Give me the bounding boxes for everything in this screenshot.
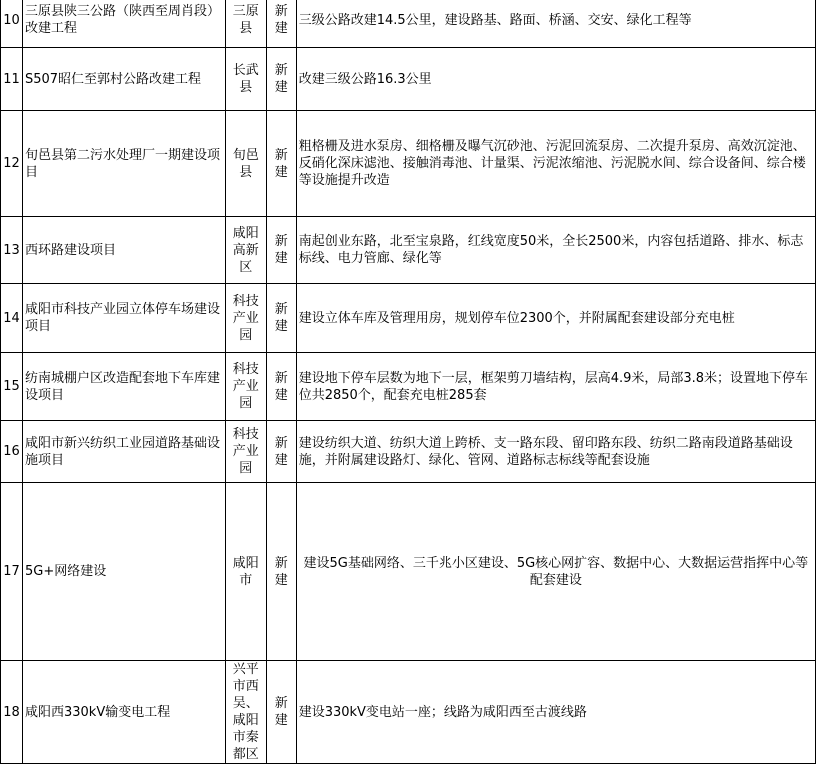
table-row	[1, 421, 816, 483]
table-row	[1, 217, 816, 284]
construction-type: 新建	[266, 483, 296, 661]
row-number: 17	[1, 483, 23, 661]
project-location: 咸阳高新区	[225, 217, 266, 284]
project-location: 咸阳市	[225, 483, 266, 661]
table-row	[1, 111, 816, 217]
construction-type: 新建	[266, 421, 296, 483]
project-location: 长武县	[225, 48, 266, 111]
row-number: 12	[1, 111, 23, 217]
construction-type: 新建	[266, 0, 296, 48]
project-name: 5G+网络建设	[22, 483, 225, 661]
project-name: S507昭仁至郭村公路改建工程	[22, 48, 225, 111]
project-name: 旬邑县第二污水处理厂一期建设项目	[22, 111, 225, 217]
construction-content: 粗格栅及进水泵房、细格栅及曝气沉砂池、污泥回流泵房、二次提升泵房、高效沉淀池、反硝化深床滤池、接触消毒池、计量渠、污泥浓缩池、污泥脱水间、综合设备间、综合楼等设施提升改造	[296, 111, 815, 217]
project-location: 旬邑县	[225, 111, 266, 217]
table-row	[1, 483, 816, 661]
table-row	[1, 353, 816, 421]
construction-content: 南起创业东路，北至宝泉路，红线宽度50米，全长2500米，内容包括道路、排水、标志标线、电力管廊、绿化等	[296, 217, 815, 284]
row-number: 15	[1, 353, 23, 421]
row-number: 16	[1, 421, 23, 483]
location-text: 兴平市西吴、咸阳市秦都区	[232, 662, 259, 762]
project-name: 三原县陕三公路（陕西至周肖段）改建工程	[22, 0, 225, 48]
row-number: 10	[1, 0, 23, 48]
row-number: 18	[1, 661, 23, 764]
construction-content: 建设330kV变电站一座；线路为咸阳西至古渡线路	[296, 661, 815, 764]
row-number: 11	[1, 48, 23, 111]
construction-content: 建设地下停车层数为地下一层，框架剪刀墙结构，层高4.9米，局部3.8米；设置地下停车位共2850个，配套充电桩285套	[296, 353, 815, 421]
project-location: 科技产业园	[225, 284, 266, 353]
project-location: 科技产业园	[225, 353, 266, 421]
table-row	[1, 661, 816, 764]
project-location: 三原县	[225, 0, 266, 48]
construction-content: 建设立体车库及管理用房，规划停车位2300个，并附属配套建设部分充电桩	[296, 284, 815, 353]
project-name: 咸阳西330kV输变电工程	[22, 661, 225, 764]
project-name: 纺南城棚户区改造配套地下车库建设项目	[22, 353, 225, 421]
construction-type: 新建	[266, 353, 296, 421]
table-row	[1, 0, 816, 48]
construction-content: 建设纺织大道、纺织大道上跨桥、支一路东段、留印路东段、纺织二路南段道路基础设施，并附属建设路灯、绿化、管网、道路标志标线等配套设施	[296, 421, 815, 483]
construction-type: 新建	[266, 284, 296, 353]
project-name: 西环路建设项目	[22, 217, 225, 284]
construction-type: 新建	[266, 111, 296, 217]
row-number: 14	[1, 284, 23, 353]
project-location: 科技产业园	[225, 421, 266, 483]
construction-type: 新建	[266, 217, 296, 284]
row-number: 13	[1, 217, 23, 284]
project-location	[225, 661, 266, 764]
table-row	[1, 284, 816, 353]
construction-type: 新建	[266, 48, 296, 111]
construction-content: 三级公路改建14.5公里，建设路基、路面、桥涵、交安、绿化工程等	[296, 0, 815, 48]
construction-content: 改建三级公路16.3公里	[296, 48, 815, 111]
construction-content: 建设5G基础网络、三千兆小区建设、5G核心网扩容、数据中心、大数据运营指挥中心等配套建设	[296, 483, 815, 661]
project-name: 咸阳市新兴纺织工业园道路基础设施项目	[22, 421, 225, 483]
construction-type: 新建	[266, 661, 296, 764]
project-name: 咸阳市科技产业园立体停车场建设项目	[22, 284, 225, 353]
table-row	[1, 48, 816, 111]
